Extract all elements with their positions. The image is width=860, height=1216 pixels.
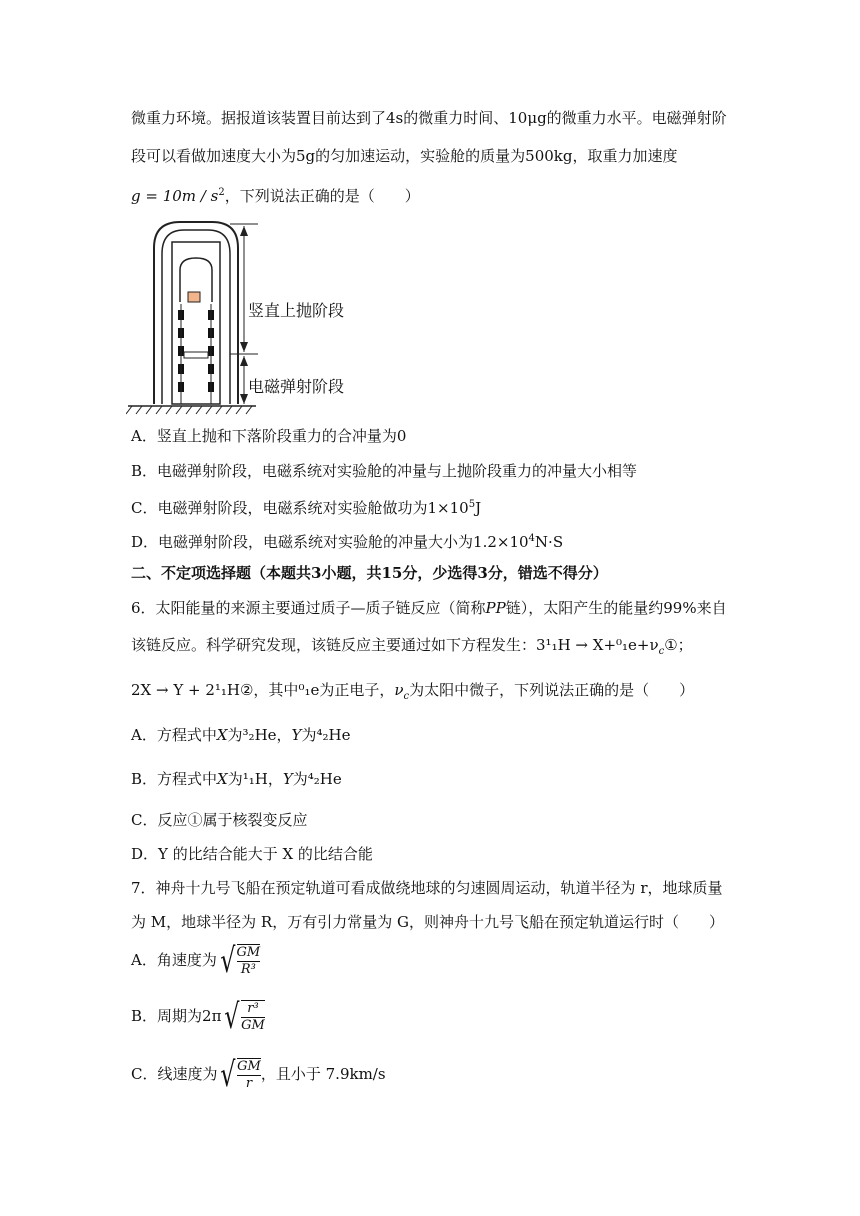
q6-stem-line-2 — [131, 635, 693, 662]
q5-option-d-text: D．电磁弹射阶段，电磁系统对实验舱的冲量大小为1.2×10 — [131, 533, 529, 551]
q5-stem-line-2: 段可以看做加速度大小为5g的匀加速运动，实验舱的质量为500kg，取重力加速度 — [131, 147, 678, 165]
q6-option-a-y: Y — [291, 726, 302, 744]
q6-option-b-is: 为 — [227, 770, 243, 788]
q6-stem-line-3 — [131, 680, 694, 707]
q5-option-a: A．竖直上抛和下落阶段重力的合冲量为0 — [131, 427, 407, 445]
q7-option-c-denominator: r — [245, 1076, 253, 1091]
q7-stem-line-1: 7．神舟十九号飞船在预定轨道可看成做绕地球的匀速圆周运动，轨道半径为 r，地球质量 — [131, 879, 723, 897]
q6-neutrino-symbol: ν — [394, 681, 404, 699]
figure-label-vertical-throw: 竖直上抛阶段 — [248, 301, 345, 320]
q6-option-a-text: A．方程式中 — [131, 726, 217, 744]
q7-option-a-numerator: GM — [236, 945, 261, 960]
figure-label-electromagnetic-launch: 电磁弹射阶段 — [248, 377, 345, 396]
q7-option-b — [131, 997, 265, 1037]
q5-stem-line-3 — [131, 183, 420, 206]
q6-option-b-is-2: 为 — [292, 770, 308, 788]
q6-option-b-nuclide-y: ⁴₂He — [307, 770, 342, 788]
q6-positron-symbol: ⁰₁e — [298, 681, 320, 699]
q6-equation-2: 2X → Y + 2¹₁H②，其中 — [131, 681, 299, 699]
q6-positron-text: 为正电子， — [319, 681, 395, 699]
q7-option-c-tail: ，且小于 7.9km/s — [260, 1065, 386, 1083]
q7-option-a-text: A．角速度为 — [131, 951, 217, 969]
q5-option-d — [131, 529, 563, 552]
q6-equation-1: 3¹₁H → X+⁰₁e+ν — [536, 636, 659, 654]
q7-option-c-numerator: GM — [237, 1059, 261, 1074]
q6-option-a-nuclide-x: ³₂He — [242, 726, 277, 744]
q7-option-c-sqrt: √ $\frac{GM}{r}$ — [220, 1055, 261, 1095]
gravity-formula: g = 10m / s — [131, 187, 219, 205]
q7-option-c-text: C．线速度为 — [131, 1065, 218, 1083]
q6-option-a-is-2: 为 — [301, 726, 317, 744]
q6-option-b — [131, 769, 342, 789]
section-2-heading: 二、不定项选择题（本题共3小题，共15分，少选得3分，错选不得分） — [131, 564, 608, 582]
q6-option-a — [131, 725, 350, 745]
q6-option-b-y: Y — [282, 770, 293, 788]
q6-stem-line-1 — [131, 598, 727, 618]
q7-option-b-denominator: GM — [241, 1018, 265, 1033]
q7-option-b-text: B．周期为2π — [131, 1007, 222, 1025]
q5-option-c — [131, 495, 481, 518]
q5-option-b: B．电磁弹射阶段，电磁系统对实验舱的冲量与上抛阶段重力的冲量大小相等 — [131, 462, 638, 480]
q6-option-a-x: X — [216, 726, 228, 744]
q6-option-a-sep: ， — [276, 726, 292, 744]
q6-option-b-sep: ， — [267, 770, 283, 788]
q5-option-d-unit: N·S — [534, 533, 564, 551]
q6-option-b-x: X — [217, 770, 228, 788]
q7-option-a-denominator: R³ — [240, 962, 256, 977]
q6-neutrino-sub: c — [403, 691, 410, 702]
q6-stem-text-a: 6．太阳能量的来源主要通过质子—质子链反应（简称 — [131, 599, 486, 617]
q5-option-c-text: C．电磁弹射阶段，电磁系统对实验舱做功为1×10 — [131, 499, 469, 517]
q7-option-b-numerator: r³ — [241, 1001, 265, 1018]
q6-question-prompt: 为太阳中微子，下列说法正确的是（ ） — [409, 681, 695, 699]
launch-apparatus-figure — [126, 218, 386, 418]
q6-option-d: D．Y 的比结合能大于 X 的比结合能 — [131, 845, 373, 863]
q6-pp-abbrev: PP — [485, 599, 506, 617]
q6-equation-1-sub: c — [658, 646, 665, 657]
q6-option-a-is: 为 — [227, 726, 243, 744]
q6-option-b-text: B．方程式中 — [131, 770, 218, 788]
q5-question-prompt: ，下列说法正确的是（ ） — [224, 187, 420, 205]
q6-option-b-nuclide-x: ¹₁H — [242, 770, 268, 788]
q6-stem-text-2: 该链反应。科学研究发现，该链反应主要通过如下方程发生： — [131, 636, 537, 654]
q6-equation-1-mark: ①； — [664, 636, 693, 654]
q5-option-c-unit: J — [475, 499, 482, 517]
q6-option-a-nuclide-y: ⁴₂He — [316, 726, 351, 744]
gravity-exponent: 2 — [218, 187, 225, 198]
q7-option-a-sqrt: √ $\frac{GM}{\text{R³}}$ — [220, 941, 261, 981]
q6-option-c: C．反应①属于核裂变反应 — [131, 811, 308, 829]
q6-stem-text-b: 链），太阳产生的能量约99%来自 — [505, 599, 727, 617]
q7-option-b-sqrt: √ $\frac{\text{r³}}{GM}$ — [224, 997, 265, 1037]
q5-stem-line-1: 微重力环境。据报道该装置目前达到了4s的微重力时间、10μg的微重力水平。电磁弹射阶 — [131, 109, 727, 127]
q7-option-a — [131, 941, 261, 981]
q5-option-c-exponent: 5 — [468, 499, 476, 510]
q7-option-c — [131, 1055, 386, 1095]
q5-option-d-exponent: 4 — [528, 533, 535, 544]
q7-stem-line-2: 为 M，地球半径为 R，万有引力常量为 G，则神舟十九号飞船在预定轨道运行时（ ） — [131, 913, 724, 931]
